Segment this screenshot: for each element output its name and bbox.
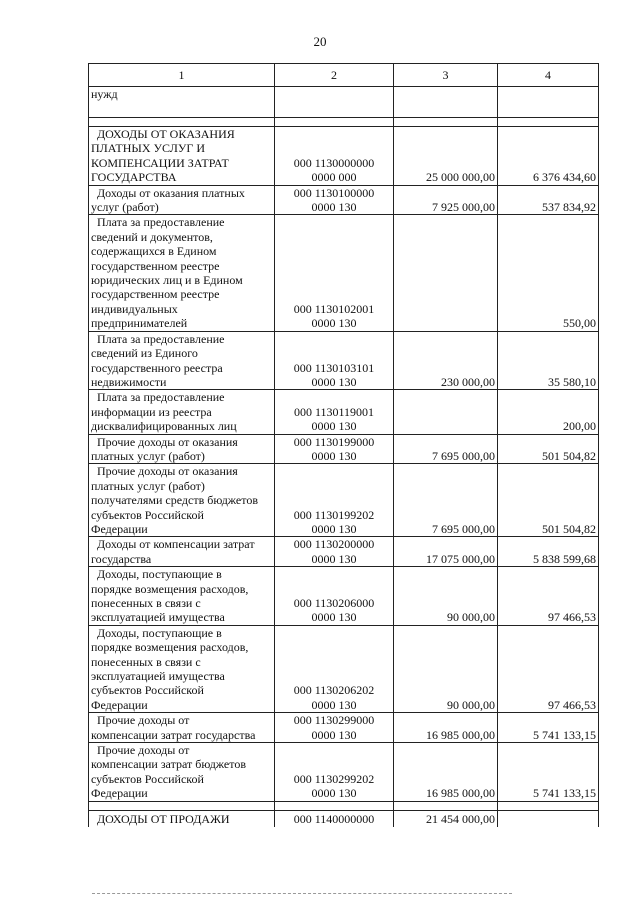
income-name-line: Плата за предоставление [97,331,225,346]
income-name-line: Прочие доходы от оказания [97,434,238,449]
empty-cell [89,118,275,127]
actual-amount-cell: 550,00 [498,215,599,331]
income-name-line: индивидуальных [91,301,178,316]
continuation-cell: нужд [89,87,275,118]
income-name-line: государственном реестре [91,287,220,302]
planned-amount-cell: 7 695 000,00 [394,434,498,464]
actual-amount-cell: 200,00 [498,390,599,434]
income-name-line: Прочие доходы от [97,713,190,728]
income-name-line: услуг (работ) [91,200,159,215]
budget-code-line: 0000 130 [311,610,357,625]
income-name-line: государственного реестра [91,360,223,375]
budget-code-line: 0000 130 [311,419,357,434]
income-name-cell [89,331,275,390]
budget-code-cell [275,464,394,537]
planned-amount-cell: 90 000,00 [394,625,498,712]
planned-amount-cell: 7 695 000,00 [394,464,498,537]
planned-amount-cell: 16 985 000,00 [394,743,498,802]
actual-amount-cell: 35 580,10 [498,331,599,390]
budget-code-line: 000 1130200000 [293,537,375,552]
revenue-table [88,63,599,827]
income-name-line: компенсации затрат бюджетов [91,757,247,772]
column-header: 2 [275,64,394,87]
scan-edge-mark [92,893,512,894]
budget-code-line: 000 1130199000 [293,434,375,449]
page-number: 20 [313,34,327,49]
budget-code-line: 0000 130 [311,316,357,331]
budget-code-line: 0000 130 [311,727,357,742]
empty-cell [498,87,599,118]
income-name-line: КОМПЕНСАЦИИ ЗАТРАТ [91,155,229,170]
income-name-line: предпринимателей [91,316,188,331]
actual-amount-cell: 6 376 434,60 [498,127,599,186]
income-name-cell [89,127,275,186]
table-row [89,331,599,390]
income-name-line: государства [91,551,152,566]
income-name-line: Федерации [91,697,148,712]
budget-code-line: 000 1130100000 [293,185,375,200]
table-row [89,625,599,712]
income-name-line: платных услуг (работ) [91,448,205,463]
table-row [89,713,599,743]
budget-code-cell [275,434,394,464]
income-name-cell [89,713,275,743]
income-name-cell [89,185,275,215]
income-name-line: ГОСУДАРСТВА [91,170,177,185]
column-header: 1 [89,64,275,87]
budget-code-cell [275,625,394,712]
income-name-line: порядке возмещения расходов, [91,640,249,655]
actual-amount-cell: 537 834,92 [498,185,599,215]
income-name-line: Плата за предоставление [97,390,225,405]
income-name-line: субъектов Российской [91,683,204,698]
budget-code-cell: 000 1140000000 [275,810,394,827]
actual-amount-cell [498,810,599,827]
budget-code-line: 000 1130102001 [293,301,375,316]
empty-cell [394,118,498,127]
column-header: 4 [498,64,599,87]
planned-amount-cell: 21 454 000,00 [394,810,498,827]
actual-amount-cell: 501 504,82 [498,434,599,464]
empty-cell [275,118,394,127]
table-row [89,567,599,626]
spacer-row [89,801,599,810]
income-name-line: эксплуатацией имущества [91,669,225,684]
income-name-cell [89,537,275,567]
income-name-line: понесенных в связи с [91,596,201,610]
budget-code-cell [275,215,394,331]
budget-code-line: 0000 130 [311,200,357,215]
income-name-cell [89,625,275,712]
budget-code-line: 000 1130206000 [293,596,375,610]
budget-code-cell [275,743,394,802]
income-name-line: Доходы от компенсации затрат [97,537,255,552]
budget-code-line: 000 1130119001 [293,404,375,419]
income-name-line: ПЛАТНЫХ УСЛУГ И [91,141,205,156]
income-name-cell [89,215,275,331]
table-row [89,215,599,331]
budget-code-line: 000 1130199202 [293,507,375,522]
empty-cell [498,801,599,810]
income-name-line: Прочие доходы от [97,743,190,758]
budget-code-line: 0000 130 [311,551,357,566]
planned-amount-cell: 25 000 000,00 [394,127,498,186]
budget-code-line: 000 1130299000 [293,713,375,728]
income-name-line: порядке возмещения расходов, [91,581,249,596]
table-row [89,537,599,567]
planned-amount-cell [394,215,498,331]
actual-amount-cell: 5 838 599,68 [498,537,599,567]
income-name-cell [89,743,275,802]
budget-code-line: 0000 130 [311,521,357,536]
income-name-line: дисквалифицированных лиц [91,419,237,434]
budget-code-cell [275,390,394,434]
actual-amount-cell: 501 504,82 [498,464,599,537]
budget-code-line: 000 1130000000 [293,155,375,170]
income-name-line: сведений из Единого [91,346,198,361]
table-row [89,185,599,215]
column-header: 3 [394,64,498,87]
actual-amount-cell: 97 466,53 [498,625,599,712]
income-name-line: Доходы, поступающие в [97,625,222,640]
income-name-line: компенсации затрат государства [91,727,256,742]
planned-amount-cell: 17 075 000,00 [394,537,498,567]
empty-cell [394,87,498,118]
income-name-line: эксплуатацией имущества [91,610,225,625]
income-name-line: содержащихся в Едином [91,244,217,259]
empty-cell [394,801,498,810]
income-name-line: недвижимости [91,374,167,389]
table-row [89,464,599,537]
actual-amount-cell: 97 466,53 [498,567,599,626]
income-name-line: ДОХОДЫ ОТ ОКАЗАНИЯ [97,127,235,141]
income-name-cell [89,567,275,626]
income-name-cell [89,390,275,434]
table-row [89,434,599,464]
budget-code-line: 0000 000 [311,170,357,185]
table-header-row [89,64,599,87]
empty-cell [275,87,394,118]
table-row [89,390,599,434]
budget-code-cell [275,127,394,186]
income-name-line: юридических лиц и в Едином [91,273,243,288]
empty-cell [498,118,599,127]
income-name-line: Доходы, поступающие в [97,567,222,582]
planned-amount-cell: 90 000,00 [394,567,498,626]
empty-cell [275,801,394,810]
budget-code-cell [275,567,394,626]
budget-code-cell [275,713,394,743]
budget-code-line: 000 1130299202 [293,771,375,786]
budget-code-line: 000 1130103101 [293,360,375,375]
table-row [89,743,599,802]
planned-amount-cell: 230 000,00 [394,331,498,390]
income-name-line: получателями средств бюджетов [91,493,259,508]
income-name-line: платных услуг (работ) [91,478,205,493]
budget-code-line: 000 1130206202 [293,683,375,698]
planned-amount-cell [394,390,498,434]
table-row [89,127,599,186]
table-row [89,810,599,827]
income-name-cell [89,434,275,464]
income-name-line: сведений и документов, [91,229,213,244]
empty-cell [89,801,275,810]
income-name-line: Федерации [91,786,148,801]
budget-code-cell [275,185,394,215]
income-name-line: субъектов Российской [91,507,204,522]
spacer-row [89,118,599,127]
income-name-line: понесенных в связи с [91,654,201,669]
budget-code-line: 0000 130 [311,786,357,801]
actual-amount-cell: 5 741 133,15 [498,713,599,743]
budget-code-cell [275,331,394,390]
budget-code-line: 0000 130 [311,448,357,463]
continuation-row [89,87,599,118]
income-name-line: Прочие доходы от оказания [97,464,238,479]
budget-code-cell [275,537,394,567]
income-name-line: Федерации [91,521,148,536]
income-name-line: Доходы от оказания платных [97,185,245,200]
income-name-line: Плата за предоставление [97,215,225,230]
actual-amount-cell: 5 741 133,15 [498,743,599,802]
income-name-cell [89,464,275,537]
income-name-cell: ДОХОДЫ ОТ ПРОДАЖИ [89,810,275,827]
income-name-line: государственном реестре [91,258,220,273]
planned-amount-cell: 16 985 000,00 [394,713,498,743]
planned-amount-cell: 7 925 000,00 [394,185,498,215]
budget-code-line: 0000 130 [311,697,357,712]
income-name-line: субъектов Российской [91,771,204,786]
income-name-line: информации из реестра [91,404,212,419]
budget-code-line: 0000 130 [311,374,357,389]
